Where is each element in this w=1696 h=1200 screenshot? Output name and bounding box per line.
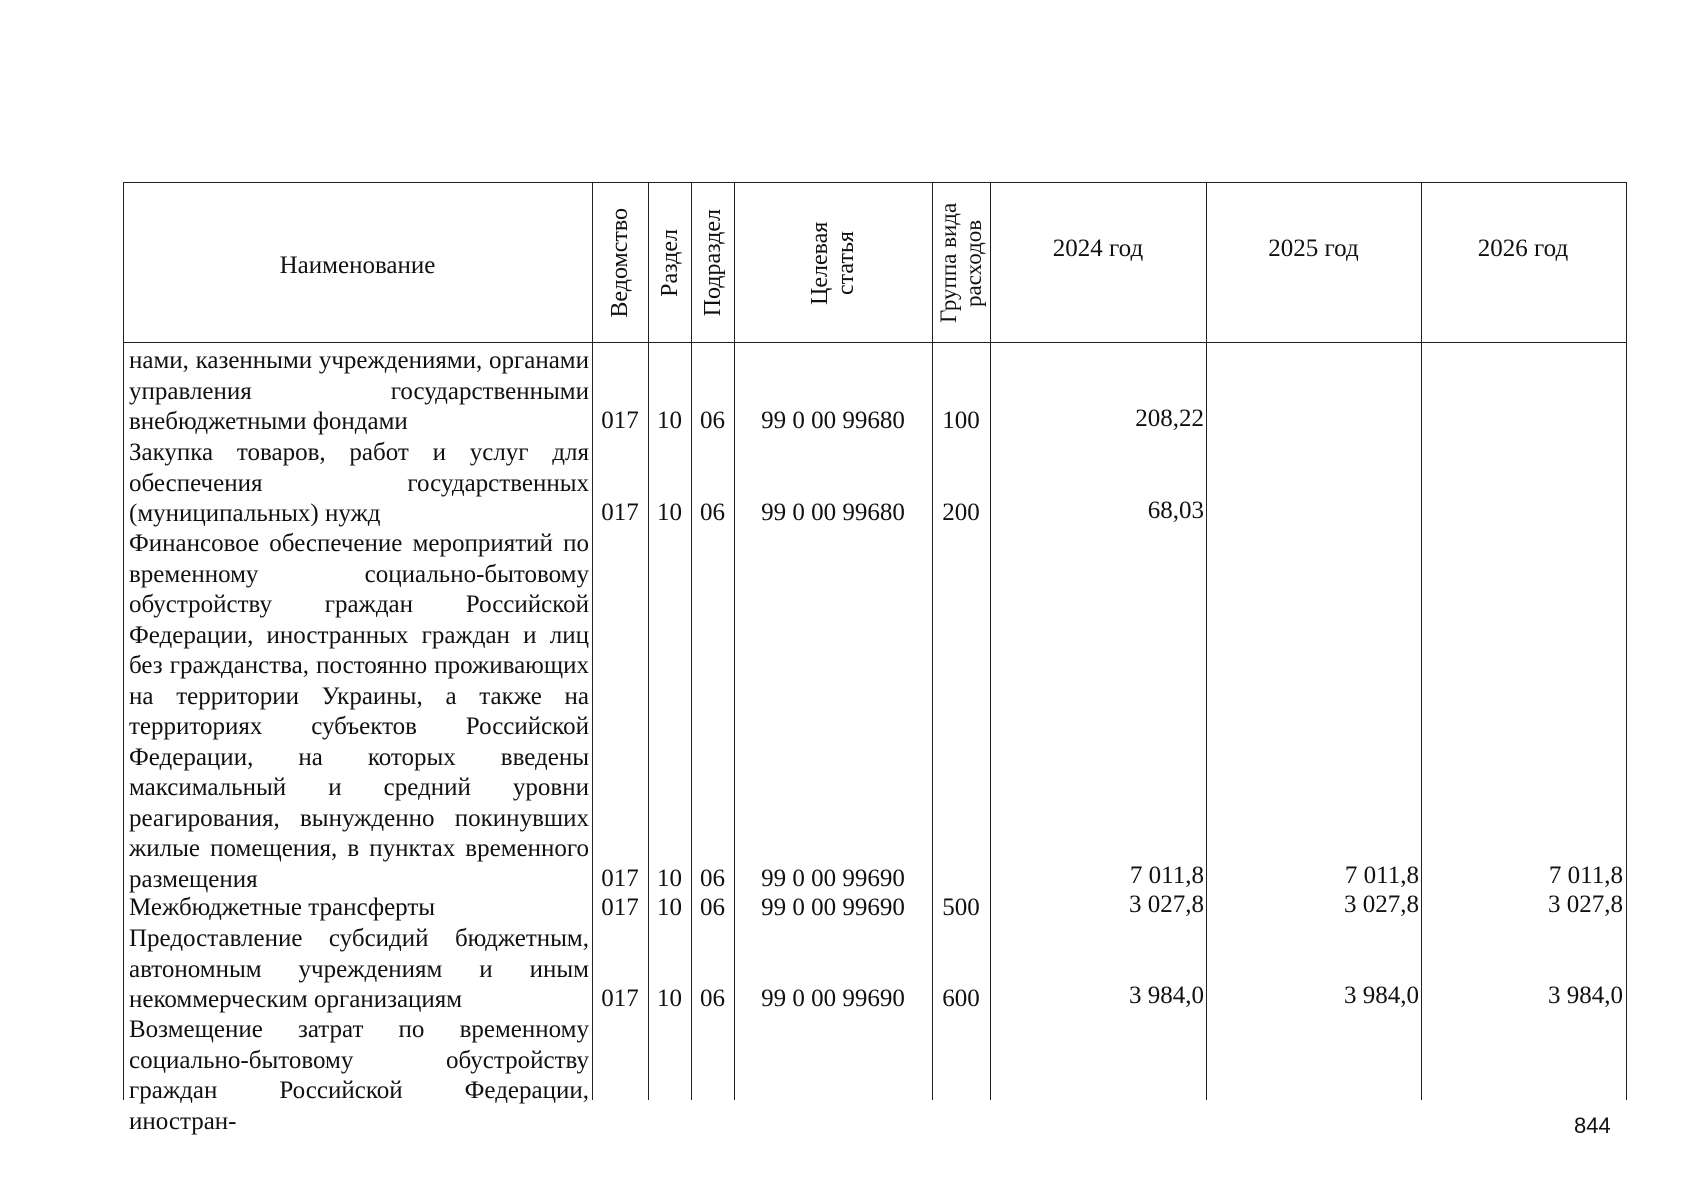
cell-2025: 7 011,8 <box>1344 862 1419 889</box>
cell-podrazdel: 06 <box>700 499 725 526</box>
cell-razdel: 10 <box>657 865 682 892</box>
cell-ved: 017 <box>601 894 639 921</box>
header-gruppa <box>932 184 990 342</box>
header-2024: 2024 год <box>1052 235 1144 262</box>
row-name: Финансовое обеспечение мероприятий по временному социально-бытовому обустройству граждан Российской Федерации, иностранных граждан и лиц без гражданства, постоянно проживающих на территории Украины, а также на территориях субъектов Российской Федерации, на которых введены максимальный и средний уровни реагирования, вынужденно покинувших жилые помещения, в пунктах временного размещения <box>129 530 589 893</box>
header-2026: 2026 год <box>1477 235 1569 262</box>
cell-2024: 68,03 <box>1147 497 1204 524</box>
cell-2024: 3 027,8 <box>1129 891 1204 918</box>
header-podrazdel <box>691 184 734 342</box>
header-tselevaya <box>734 184 932 342</box>
cell-razdel: 10 <box>657 985 682 1012</box>
cell-2026: 7 011,8 <box>1548 862 1623 889</box>
col-border-2026 <box>1421 182 1627 1100</box>
header-razdel <box>648 184 691 342</box>
cell-2024: 3 984,0 <box>1129 982 1204 1009</box>
cell-2024: 7 011,8 <box>1129 862 1204 889</box>
cell-gruppa: 100 <box>942 407 980 434</box>
row-name: Межбюджетные трансферты <box>129 894 436 921</box>
header-name: Наименование <box>279 252 436 279</box>
col-border-2024 <box>990 182 991 1100</box>
cell-2026: 3 984,0 <box>1548 982 1623 1009</box>
cell-razdel: 10 <box>657 894 682 921</box>
header-vedomstvo <box>592 184 648 342</box>
cell-tselevaya: 99 0 00 99690 <box>761 985 905 1012</box>
cell-podrazdel: 06 <box>700 865 725 892</box>
cell-ved: 017 <box>601 985 639 1012</box>
cell-gruppa: 200 <box>942 499 980 526</box>
header-podrazdel-text: Подраздел <box>699 209 726 317</box>
cell-tselevaya: 99 0 00 99690 <box>761 894 905 921</box>
cell-gruppa: 500 <box>942 894 980 921</box>
table-top-border <box>123 182 1626 183</box>
cell-tselevaya: 99 0 00 99680 <box>761 499 905 526</box>
cell-ved: 017 <box>601 499 639 526</box>
cell-podrazdel: 06 <box>700 407 725 434</box>
cell-2024: 208,22 <box>1135 405 1204 432</box>
cell-2025: 3 027,8 <box>1344 891 1419 918</box>
header-razdel-text: Раздел <box>656 229 683 297</box>
cell-gruppa: 600 <box>942 985 980 1012</box>
cell-ved: 017 <box>601 865 639 892</box>
cell-tselevaya: 99 0 00 99680 <box>761 407 905 434</box>
page-number: 844 <box>1574 1113 1611 1138</box>
cell-2025: 3 984,0 <box>1344 982 1419 1009</box>
col-border-2025 <box>1206 182 1207 1100</box>
header-vedomstvo-text: Ведомство <box>607 208 633 318</box>
header-bottom-border <box>123 342 1626 343</box>
cell-podrazdel: 06 <box>700 894 725 921</box>
row-name: Предоставление субсидий бюджетным, автономным учреждениям и иным некоммерческим организациям <box>129 925 589 1013</box>
cell-ved: 017 <box>601 407 639 434</box>
col-border-name <box>123 182 124 1100</box>
cell-tselevaya: 99 0 00 99690 <box>761 865 905 892</box>
header-2025: 2025 год <box>1268 235 1359 262</box>
cell-podrazdel: 06 <box>700 985 725 1012</box>
row-name: нами, казенными учреждениями, органами управления государственными внебюджетными фондами <box>129 347 589 435</box>
header-gruppa-text: Группа вида расходов <box>936 202 986 324</box>
header-tselevaya-text: Целевая статья <box>807 221 859 305</box>
cell-razdel: 10 <box>657 499 682 526</box>
cell-2026: 3 027,8 <box>1548 891 1623 918</box>
cell-razdel: 10 <box>657 407 682 434</box>
row-name: Закупка товаров, работ и услуг для обеспечения государственных (муниципальных) нужд <box>129 439 589 527</box>
row-name: Возмещение затрат по временному социально-бытовому обустройству граждан Российской Федерации, иностран- <box>129 1016 589 1135</box>
